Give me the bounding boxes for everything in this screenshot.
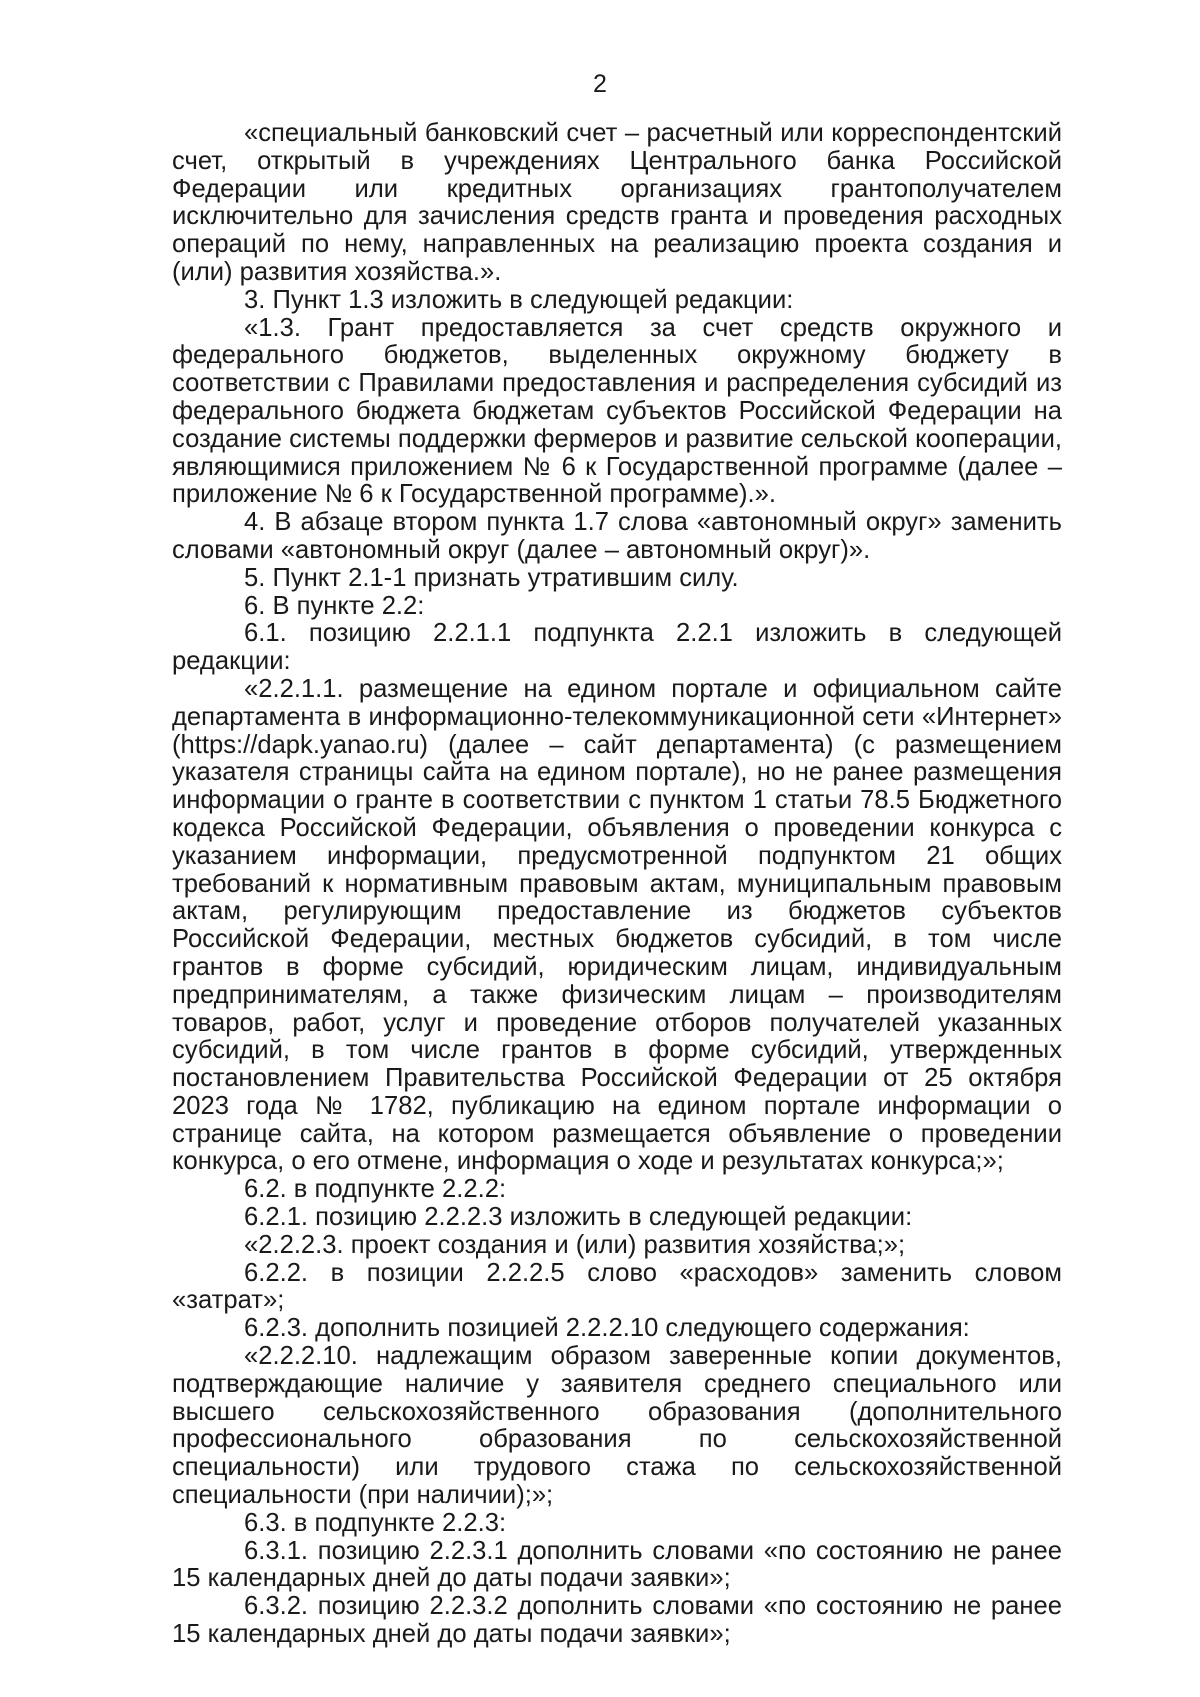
paragraph-clause-2-2-2-10: «2.2.2.10. надлежащим образом заверенные копии документов, подтверждающие наличие у заявителя среднего специального или высшего сельскохозяйственного образования (дополнительного профессионального образования по сельскохозяйственной специальности) или трудового стажа по сельскохозяйственной специальности (при наличии);»; — [172, 1342, 1062, 1510]
paragraph-item-6-1: 6.1. позицию 2.2.1.1 подпункта 2.2.1 изложить в следующей редакции: — [172, 619, 1062, 676]
paragraph-item-6-3: 6.3. в подпункте 2.2.3: — [244, 1508, 507, 1537]
document-body — [172, 120, 1062, 1649]
paragraph-item-6-3-1: 6.3.1. позицию 2.2.3.1 дополнить словами «по состоянию не ранее 15 календарных дней до даты подачи заявки»; — [172, 1536, 1062, 1593]
paragraph-item-6: 6. В пункте 2.2: — [244, 591, 425, 620]
paragraph-item-6-2-1: 6.2.1. позицию 2.2.2.3 изложить в следующей редакции: — [244, 1203, 913, 1232]
paragraph-item-6-2-3: 6.2.3. дополнить позицией 2.2.2.10 следующего содержания: — [244, 1314, 970, 1343]
paragraph-item-3: 3. Пункт 1.3 изложить в следующей редакции: — [244, 285, 794, 314]
paragraph-item-6-3-2: 6.3.2. позицию 2.2.3.2 дополнить словами «по состоянию не ранее 15 календарных дней до даты подачи заявки»; — [172, 1592, 1062, 1649]
paragraph-clause-1-3: «1.3. Грант предоставляется за счет средств окружного и федерального бюджетов, выделенных окружному бюджету в соответствии с Правилами предоставления и распределения субсидий из федерального бюджета бюджетам субъектов Российской Федерации на создание системы поддержки фермеров и развитие сельской кооперации, являющимися приложением № 6 к Государственной программе (далее – приложение № 6 к Государственной программе).». — [172, 313, 1062, 509]
paragraph-item-4: 4. В абзаце втором пункта 1.7 слова «автономный округ» заменить словами «автономный округ (далее – автономный округ)». — [172, 508, 1062, 564]
paragraph-item-5: 5. Пункт 2.1-1 признать утратившим силу. — [244, 563, 739, 592]
paragraph-item-6-2: 6.2. в подпункте 2.2.2: — [244, 1175, 507, 1204]
page-number: 2 — [593, 70, 607, 98]
paragraph-clause-2-2-2-3: «2.2.2.3. проект создания и (или) развития хозяйства;»; — [244, 1230, 906, 1259]
paragraph-item-6-2-2: 6.2.2. в позиции 2.2.2.5 слово «расходов» заменить словом «затрат»; — [172, 1258, 1062, 1315]
paragraph-special-bank-account: «специальный банковский счет – расчетный или корреспондентский счет, открытый в учреждениях Центрального банка Российской Федерации или кредитных организациях грантополучателем исключительно для зачисления средств гранта и проведения расходных операций по нему, направленных на реализацию проекта создания и (или) развития хозяйства.». — [172, 119, 1062, 286]
paragraph-clause-2-2-1-1: «2.2.1.1. размещение на едином портале и официальном сайте департамента в информационно-телекоммуникационной сети «Интернет» (https://dapk.yanao.ru) (далее – сайт департамента) (с размещением указателя страницы сайта на едином портале), но не ранее размещения информации о гранте в соответствии с пунктом 1 статьи 78.5 Бюджетного кодекса Российской Федерации, объявления о проведении конкурса с указанием информации, предусмотренной подпунктом 21 общих требований к нормативным правовым актам, муниципальным правовым актам, регулирующим предоставление из бюджетов субъектов Российской Федерации, местных бюджетов субсидий, в том числе грантов в форме субсидий, юридическим лицам, индивидуальным предпринимателям, а также физическим лицам – производителям товаров, работ, услуг и проведение отборов получателей указанных субсидий, в том числе грантов в форме субсидий, утвержденных постановлением Правительства Российской Федерации от 25 октября 2023 года № 1782, публикацию на едином портале информации о странице сайта, на котором размещается объявление о проведении конкурса, о его отмене, информация о ходе и результатах конкурса;»; — [172, 674, 1062, 1176]
